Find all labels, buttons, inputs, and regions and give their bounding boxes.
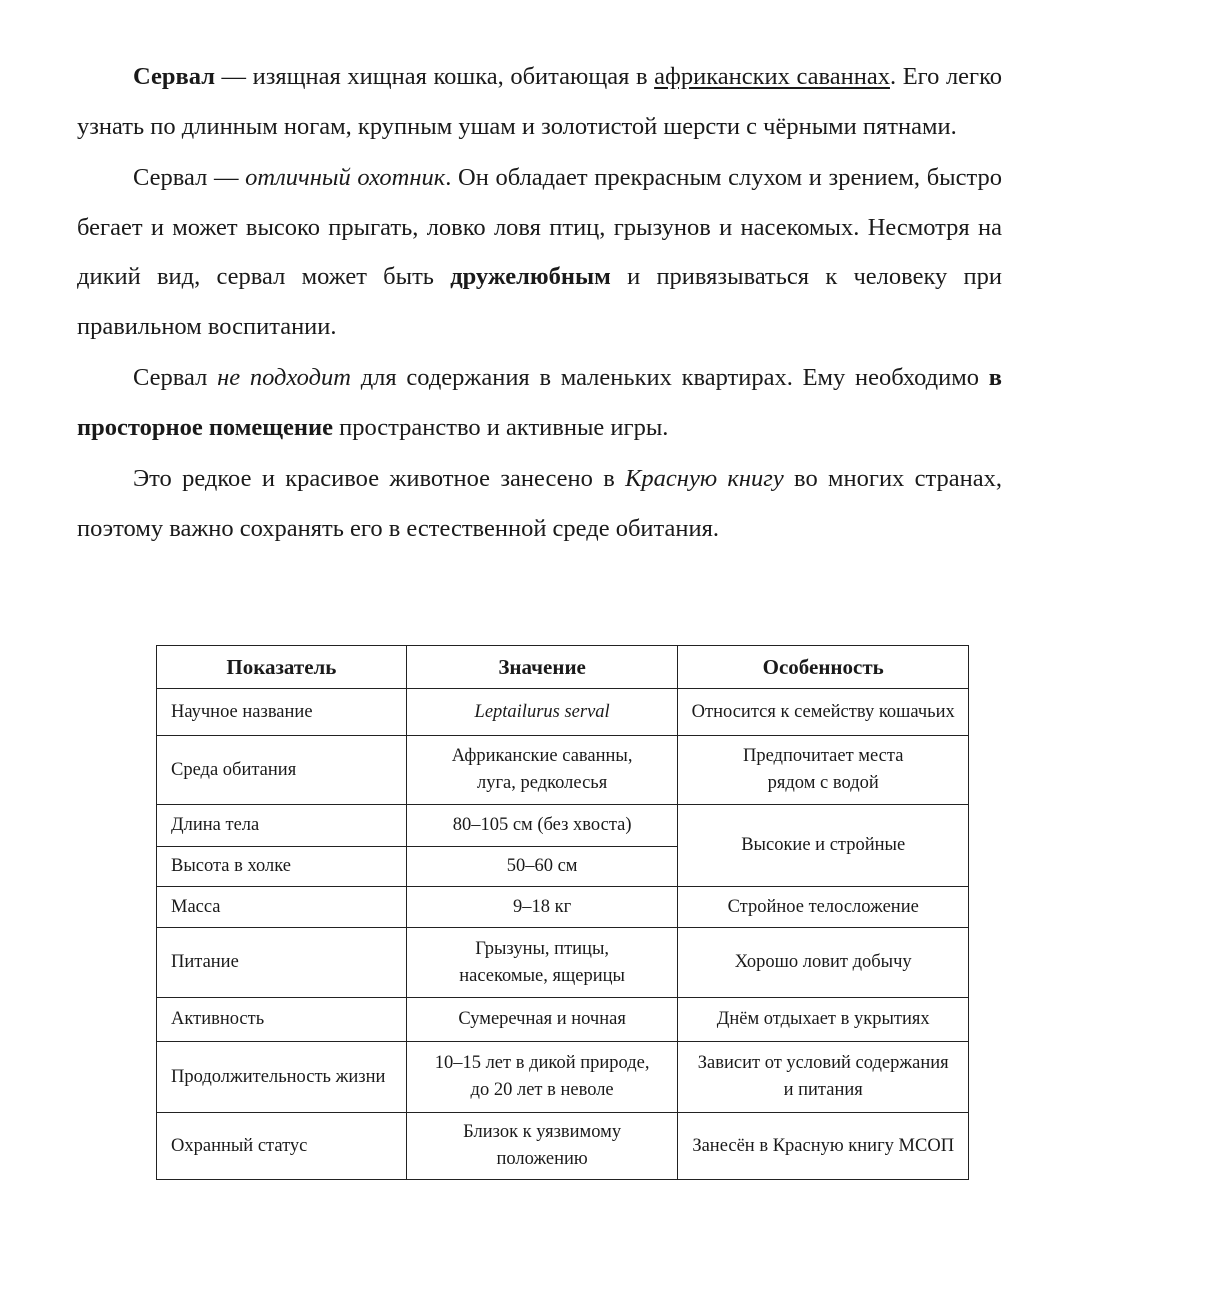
paragraph-hunter: Сервал — отличный охотник. Он обладает прекрасным слухом и зрением, быстро бегает и может высоко прыгать, ловко ловя птиц, грызунов и насекомых. Несмотря на дикий вид, сервал может быть дружелюбным и привязываться к человеку при правильном воспитании. — [77, 164, 1003, 340]
row-note: Хорошо ловит добычу — [678, 928, 969, 998]
table-row — [157, 887, 969, 928]
row-value: 9–18 кг — [406, 887, 678, 928]
paragraph-housing: Сервал не подходит для содержания в маленьких квартирах. Ему необходимо в просторное помещение пространство и активные игры. — [77, 364, 1002, 441]
header-indicator: Показатель — [157, 646, 407, 689]
serval-facts-table — [156, 645, 969, 1180]
row-label: Длина тела — [157, 805, 407, 847]
italic-phrase: Красную книгу — [625, 465, 784, 492]
table-row — [157, 1113, 969, 1180]
row-value: Сумеречная и ночная — [406, 998, 678, 1042]
row-label: Активность — [157, 998, 407, 1042]
row-note: Занесён в Красную книгу МСОП — [678, 1113, 969, 1180]
row-note: Стройное телосложение — [678, 887, 969, 928]
row-label: Высота в холке — [157, 847, 407, 887]
row-label: Научное название — [157, 689, 407, 736]
bold-term: Сервал — [133, 63, 215, 90]
italic-phrase: не подходит — [217, 364, 351, 391]
row-value: 80–105 см (без хвоста) — [406, 805, 678, 847]
row-label: Питание — [157, 928, 407, 998]
row-value: 10–15 лет в дикой природе, до 20 лет в неволе — [406, 1042, 678, 1113]
row-note: Зависит от условий содержания и питания — [678, 1042, 969, 1113]
table-row — [157, 805, 969, 847]
table-row — [157, 998, 969, 1042]
header-value: Значение — [406, 646, 678, 689]
row-label: Продолжительность жизни — [157, 1042, 407, 1113]
row-label: Среда обитания — [157, 736, 407, 805]
row-value: Грызуны, птицы, насекомые, ящерицы — [406, 928, 678, 998]
underlined-phrase: африканских саваннах — [654, 63, 890, 90]
paragraph-intro: Сервал — изящная хищная кошка, обитающая в африканских саваннах. Его легко узнать по длинным ногам, крупным ушам и золотистой шерсти с чёрными пятнами. — [77, 63, 1002, 140]
table-row — [157, 689, 969, 736]
table-row — [157, 928, 969, 998]
row-value: Leptailurus serval — [406, 689, 678, 736]
row-note: Высокие и стройные — [678, 805, 969, 887]
row-value: 50–60 см — [406, 847, 678, 887]
row-label: Охранный статус — [157, 1113, 407, 1180]
row-label: Масса — [157, 887, 407, 928]
row-value: Близок к уязвимому положению — [406, 1113, 678, 1180]
bold-term: в просторное помещение — [77, 364, 1002, 441]
table-row — [157, 1042, 969, 1113]
row-note: Относится к семейству кошачьих — [678, 689, 969, 736]
table-header-row — [157, 646, 969, 689]
bold-term: дружелюбным — [450, 263, 611, 290]
row-note: Днём отдыхает в укрытиях — [678, 998, 969, 1042]
row-value: Африканские саванны, луга, редколесья — [406, 736, 678, 805]
row-note: Предпочитает места рядом с водой — [678, 736, 969, 805]
document-body — [77, 52, 1002, 555]
paragraph-red-book: Это редкое и красивое животное занесено в Красную книгу во многих странах, поэтому важно сохранять его в естественной среде обитания. — [77, 465, 1002, 542]
header-feature: Особенность — [678, 646, 969, 689]
italic-phrase: отличный охотник — [245, 164, 446, 191]
table-row — [157, 736, 969, 805]
